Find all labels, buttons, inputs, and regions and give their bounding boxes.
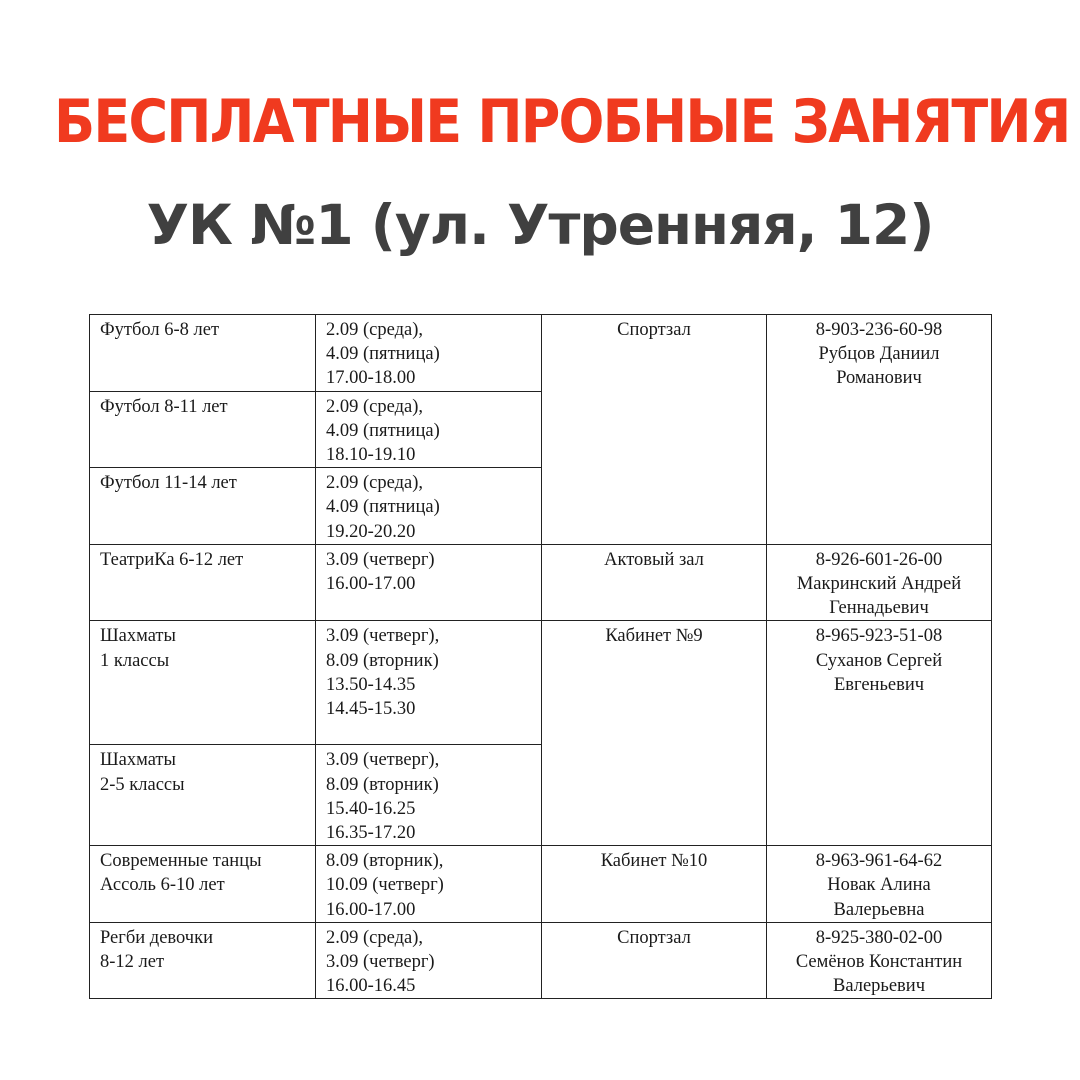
table-row bbox=[90, 846, 992, 923]
room-cell: Спортзал bbox=[542, 315, 767, 545]
contact-cell: 8-926-601-26-00 Макринский Андрей Геннадьевич bbox=[767, 544, 992, 621]
schedule-cell: 3.09 (четверг), 8.09 (вторник) 15.40-16.25 16.35-17.20 bbox=[316, 745, 542, 846]
page-title: БЕСПЛАТНЫЕ ПРОБНЫЕ ЗАНЯТИЯ bbox=[54, 87, 1070, 157]
table-row bbox=[90, 922, 992, 999]
activity-cell: ТеатриКа 6-12 лет bbox=[90, 544, 316, 621]
contact-cell: 8-925-380-02-00 Семёнов Константин Валерьевич bbox=[767, 922, 992, 999]
activity-cell: Регби девочки 8-12 лет bbox=[90, 922, 316, 999]
room-cell: Кабинет №10 bbox=[542, 846, 767, 923]
schedule-cell: 2.09 (среда), 4.09 (пятница) 19.20-20.20 bbox=[316, 468, 542, 545]
activity-cell: Футбол 6-8 лет bbox=[90, 315, 316, 392]
contact-cell: 8-903-236-60-98 Рубцов Даниил Романович bbox=[767, 315, 992, 545]
activity-cell: Шахматы 2-5 классы bbox=[90, 745, 316, 846]
schedule-cell: 3.09 (четверг) 16.00-17.00 bbox=[316, 544, 542, 621]
schedule-table bbox=[89, 314, 992, 999]
table-row bbox=[90, 621, 992, 745]
activity-cell: Шахматы 1 классы bbox=[90, 621, 316, 745]
activity-cell: Футбол 11-14 лет bbox=[90, 468, 316, 545]
schedule-cell: 8.09 (вторник), 10.09 (четверг) 16.00-17.00 bbox=[316, 846, 542, 923]
schedule-cell: 3.09 (четверг), 8.09 (вторник) 13.50-14.35 14.45-15.30 bbox=[316, 621, 542, 745]
room-cell: Кабинет №9 bbox=[542, 621, 767, 846]
activity-cell: Футбол 8-11 лет bbox=[90, 391, 316, 468]
schedule-cell: 2.09 (среда), 4.09 (пятница) 18.10-19.10 bbox=[316, 391, 542, 468]
activity-cell: Современные танцы Ассоль 6-10 лет bbox=[90, 846, 316, 923]
page-subtitle: УК №1 (ул. Утренняя, 12) bbox=[146, 193, 934, 257]
table-row bbox=[90, 544, 992, 621]
room-cell: Спортзал bbox=[542, 922, 767, 999]
schedule-cell: 2.09 (среда), 4.09 (пятница) 17.00-18.00 bbox=[316, 315, 542, 392]
table-row bbox=[90, 315, 992, 392]
schedule-cell: 2.09 (среда), 3.09 (четверг) 16.00-16.45 bbox=[316, 922, 542, 999]
contact-cell: 8-965-923-51-08 Суханов Сергей Евгеньевич bbox=[767, 621, 992, 846]
contact-cell: 8-963-961-64-62 Новак Алина Валерьевна bbox=[767, 846, 992, 923]
room-cell: Актовый зал bbox=[542, 544, 767, 621]
